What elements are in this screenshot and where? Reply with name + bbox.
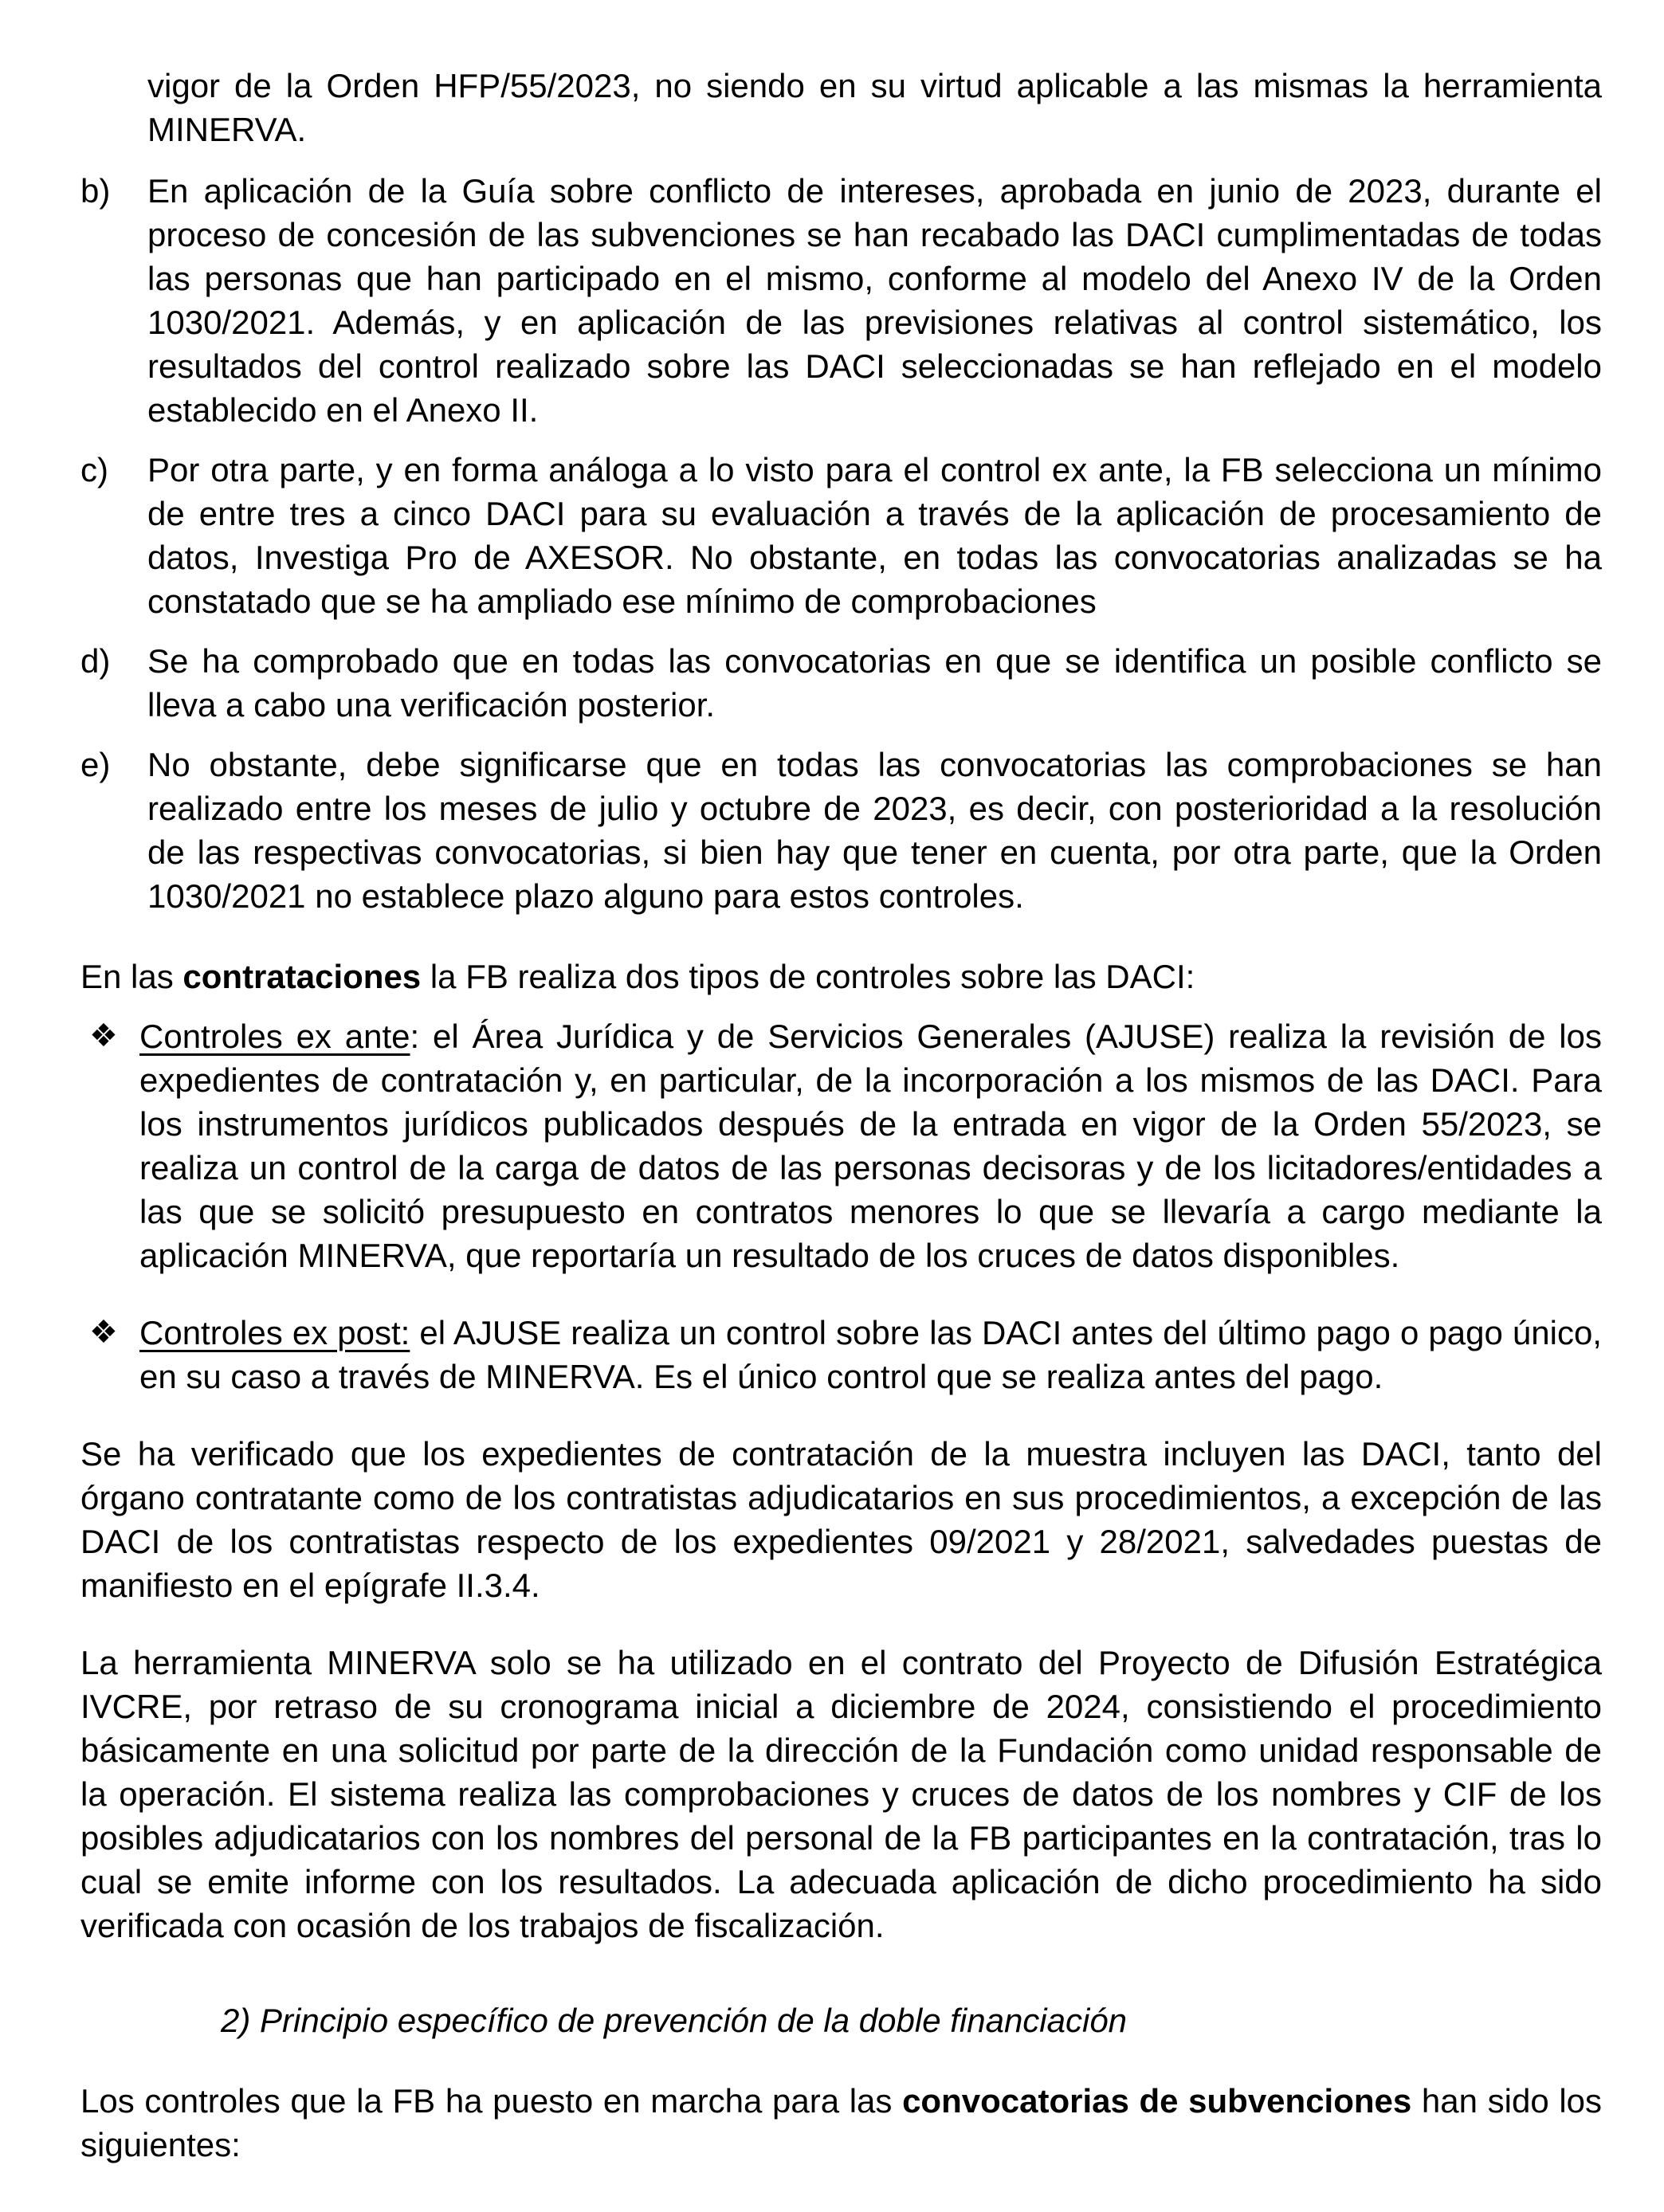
bullet-item-text: el AJUSE realiza un control sobre las DACI antes del último pago o pago único, en su caso a través de MINERVA. Es el único control que se realiza antes del pago.: [139, 1314, 1602, 1395]
paragraph-continuation-item-a: [80, 64, 1602, 151]
list-item-text: En aplicación de la Guía sobre conflicto de intereses, aprobada en junio de 2023, durante el proceso de concesión de las subvenciones se han recabado las DACI cumplimentadas de todas las personas que han participado en el mismo, conforme al modelo del Anexo IV de la Orden 1030/2021. Además, y en aplicación de las previsiones relativas al control sistemático, los resultados del control realizado sobre las DACI seleccionadas se han reflejado en el modelo establecido en el Anexo II.: [147, 172, 1602, 429]
paragraph-text: La herramienta MINERVA solo se ha utilizado en el contrato del Proyecto de Difusión Estratégica IVCRE, por retraso de su cronograma inicial a diciembre de 2024, consistiendo el procedimiento básicamente en una solicitud por parte de la dirección de la Fundación como unidad responsable de la operación. El sistema realiza las comprobaciones y cruces de datos de los nombres y CIF de los posibles adjudicatarios con los nombres del personal de la FB participantes en la contratación, tras lo cual se emite informe con los resultados. La adecuada aplicación de dicho procedimiento ha sido verificada con ocasión de los trabajos de fiscalización.: [80, 1644, 1602, 1944]
bullet-item-controles-ex-post: [80, 1311, 1602, 1398]
paragraph-text: la FB realiza dos tipos de controles sobre las DACI:: [421, 958, 1195, 995]
list-marker: d): [80, 642, 111, 680]
underlined-lead-text: Controles ex post:: [139, 1314, 410, 1351]
separator-text: :: [410, 1018, 420, 1055]
heading-text: 2) Principio específico de prevención de la doble financiación: [221, 2002, 1128, 2039]
list-marker: e): [80, 746, 111, 783]
diamond-bullet-icon: ❖: [89, 1314, 118, 1351]
bold-text: contrataciones: [182, 958, 422, 995]
list-item-text: Se ha comprobado que en todas las convocatorias en que se identifica un posible conflicto se lleva a cabo una verificación posterior.: [147, 642, 1602, 724]
bullet-item-text: el Área Jurídica y de Servicios Generales (AJUSE) realiza la revisión de los expedientes de contratación y, en particular, de la incorporación a los mismos de las DACI. Para los instrumentos jurídicos publicados después de la entrada en vigor de la Orden 55/2023, se realiza un control de la carga de datos de las personas decisoras y de los licitadores/entidades a las que se solicitó presupuesto en contratos menores lo que se llevaría a cargo mediante la aplicación MINERVA, que reportaría un resultado de los cruces de datos disponibles.: [139, 1018, 1602, 1274]
paragraph-verificacion-expedientes: [80, 1432, 1602, 1607]
list-item-text: Por otra parte, y en forma análoga a lo visto para el control ex ante, la FB selecciona un mínimo de entre tres a cinco DACI para su evaluación a través de la aplicación de procesamiento de datos, Investiga Pro de AXESOR. No obstante, en todas las convocatorias analizadas se ha constatado que se ha ampliado ese mínimo de comprobaciones: [147, 451, 1602, 620]
paragraph-text: vigor de la Orden HFP/55/2023, no siendo en su virtud aplicable a las mismas la herramienta MINERVA.: [147, 67, 1602, 148]
paragraph-text: han sido los siguientes:: [80, 2082, 1603, 2163]
list-marker: b): [80, 172, 111, 210]
section-heading-doble-financiacion: [80, 1998, 1602, 2042]
list-marker: c): [80, 451, 108, 488]
list-item-e: [80, 743, 1602, 918]
diamond-bullet-icon: ❖: [89, 1018, 118, 1054]
list-item-d: [80, 639, 1602, 727]
underlined-lead-text: Controles ex ante: [139, 1018, 410, 1055]
paragraph-herramienta-minerva: [80, 1641, 1602, 1947]
list-item-c: [80, 448, 1602, 623]
bullet-item-controles-ex-ante: [80, 1014, 1602, 1277]
bold-text: convocatorias de subvenciones: [902, 2082, 1412, 2120]
list-item-b: [80, 169, 1602, 432]
paragraph-contrataciones: [80, 955, 1602, 998]
list-item-text: No obstante, debe significarse que en todas las convocatorias las comprobaciones se han realizado entre los meses de julio y octubre de 2023, es decir, con posterioridad a la resolución de las respectivas convocatorias, si bien hay que tener en cuenta, por otra parte, que la Orden 1030/2021 no establece plazo alguno para estos controles.: [147, 746, 1602, 915]
paragraph-text: Los controles que la FB ha puesto en marcha para las: [80, 2082, 903, 2120]
paragraph-text: Se ha verificado que los expedientes de contratación de la muestra incluyen las DACI, tanto del órgano contratante como de los contratistas adjudicatarios en sus procedimientos, a excepción de las DACI de los contratistas respecto de los expedientes 09/2021 y 28/2021, salvedades puestas de manifiesto en el epígrafe II.3.4.: [80, 1435, 1602, 1604]
paragraph-closing: [80, 2079, 1602, 2167]
paragraph-text: En las: [80, 958, 183, 995]
